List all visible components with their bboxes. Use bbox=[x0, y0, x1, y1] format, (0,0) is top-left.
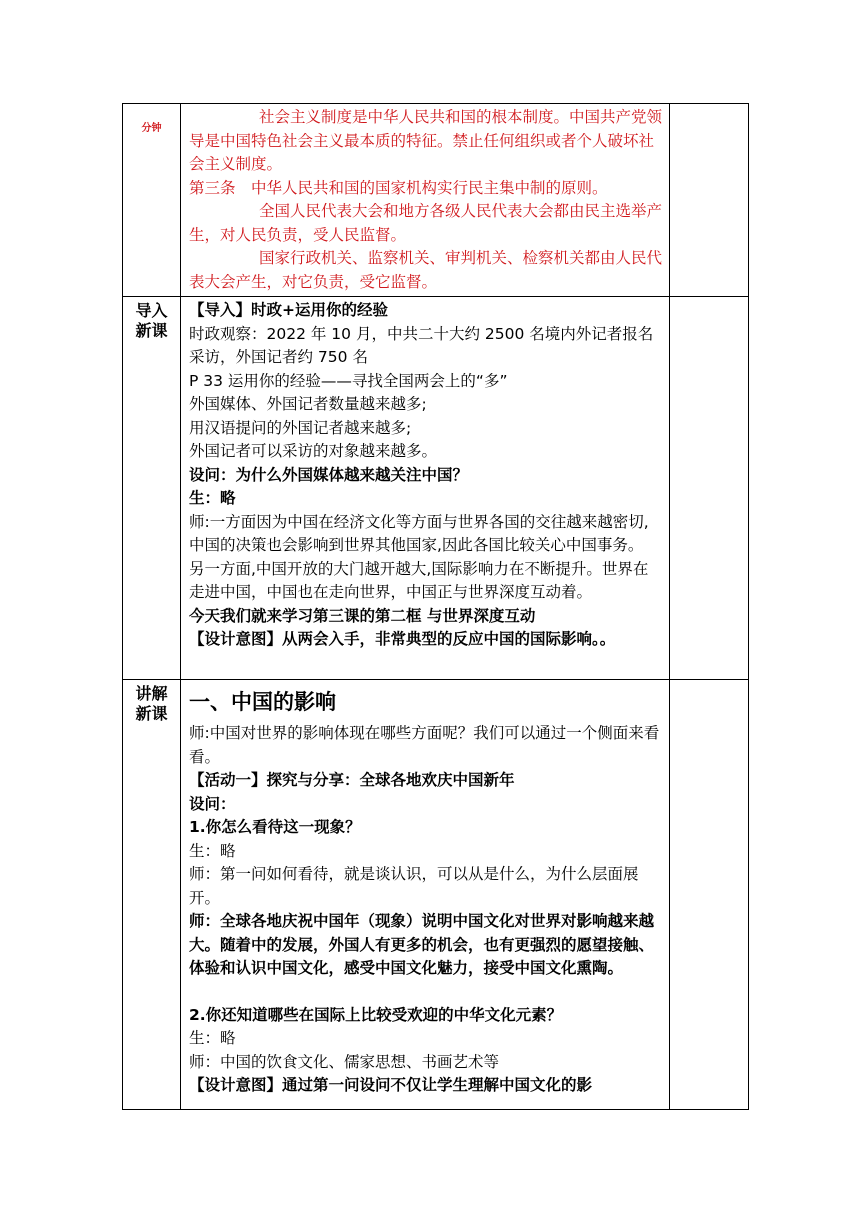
constitution-text: 国家行政机关、监察机关、审判机关、检察机关都由人民代表大会产生，对它负责，受它监督。 bbox=[189, 249, 663, 291]
notes-cell bbox=[670, 297, 749, 680]
row-label-cell bbox=[123, 104, 181, 297]
teacher-remark: 另一方面,中国开放的大门越开越大,国际影响力在不断提升。世界在走进中国，中国也在走向世界，中国正与世界深度互动着。 bbox=[189, 559, 649, 601]
notes-cell bbox=[670, 104, 749, 297]
paragraph: 师:中国对世界的影响体现在哪些方面呢？我们可以通过一个侧面来看看。 bbox=[189, 724, 660, 766]
lesson-topic: 今天我们就来学习第三课的第二框 与世界深度互动 bbox=[189, 606, 536, 625]
article-three: 第三条 中华人民共和国的国家机构实行民主集中制的原则。 bbox=[189, 178, 608, 197]
teacher-remark: 师：全球各地庆祝中国年（现象）说明中国文化对世界对影响越来越大。随着中的发展，外国人有更多的机会，也有更强烈的愿望接触、体验和认识中国文化，感受中国文化魅力，接受中国文化熏陶。 bbox=[189, 912, 655, 977]
row-label: 讲解 bbox=[135, 684, 168, 703]
activity-heading: 【活动一】探究与分享：全球各地欢庆中国新年 bbox=[189, 771, 515, 789]
table-row bbox=[123, 104, 749, 297]
row-label: 新课 bbox=[135, 704, 168, 723]
table-row bbox=[123, 680, 749, 1110]
paragraph: 用汉语提问的外国记者越来越多; bbox=[189, 418, 412, 437]
row-label-cell bbox=[123, 680, 181, 1110]
constitution-text: 全国人民代表大会和地方各级人民代表大会都由民主选举产生，对人民负责，受人民监督。 bbox=[189, 202, 663, 244]
question: 设问：为什么外国媒体越来越关注中国？ bbox=[189, 465, 469, 484]
student-answer: 生：略 bbox=[189, 841, 236, 860]
row-label-minutes: 分钟 bbox=[141, 123, 162, 134]
teacher-remark: 师：中国的饮食文化、儒家思想、书画艺术等 bbox=[189, 1052, 500, 1071]
notes-cell bbox=[670, 680, 749, 1110]
row-label-cell bbox=[123, 297, 181, 680]
spacer bbox=[189, 981, 663, 1004]
student-answer: 生：略 bbox=[189, 489, 236, 507]
row-label: 新课 bbox=[135, 321, 168, 340]
lesson-plan-table bbox=[122, 103, 749, 1110]
table-row bbox=[123, 297, 749, 680]
section-title: 一、中国的影响 bbox=[189, 690, 336, 714]
paragraph: 外国记者可以采访的对象越来越多。 bbox=[189, 442, 438, 460]
content-cell bbox=[181, 297, 670, 680]
section-heading: 【导入】时政+运用你的经验 bbox=[189, 301, 388, 319]
student-answer: 生：略 bbox=[189, 1029, 236, 1047]
design-intent: 【设计意图】通过第一问设问不仅让学生理解中国文化的影 bbox=[189, 1076, 593, 1094]
teacher-remark: 师：第一问如何看待，就是谈认识，可以从是什么，为什么层面展开。 bbox=[189, 865, 639, 907]
constitution-text: 社会主义制度是中华人民共和国的根本制度。中国共产党领导是中国特色社会主义最本质的特征。禁止任何组织或者个人破坏社会主义制度。 bbox=[189, 108, 663, 173]
content-cell bbox=[181, 104, 670, 297]
design-intent: 【设计意图】从两会入手，非常典型的反应中国的国际影响。。 bbox=[189, 630, 616, 648]
content-cell bbox=[181, 680, 670, 1110]
paragraph: 时政观察：2022 年 10 月，中共二十大约 2500 名境内外记者报名采访，外国记者约 750 名 bbox=[189, 324, 654, 366]
question: 1.你怎么看待这一现象？ bbox=[189, 818, 361, 836]
question-label: 设问： bbox=[189, 794, 236, 813]
paragraph: 外国媒体、外国记者数量越来越多; bbox=[189, 395, 427, 413]
question: 2.你还知道哪些在国际上比较受欢迎的中华文化元素？ bbox=[189, 1005, 563, 1024]
teacher-remark: 师:一方面因为中国在经济文化等方面与世界各国的交往越来越密切,中国的决策也会影响到世界其他国家,因此各国比较关心中国事务。 bbox=[189, 512, 649, 554]
row-label: 导入 bbox=[135, 301, 168, 320]
paragraph: P 33 运用你的经验——寻找全国两会上的“多” bbox=[189, 371, 508, 390]
